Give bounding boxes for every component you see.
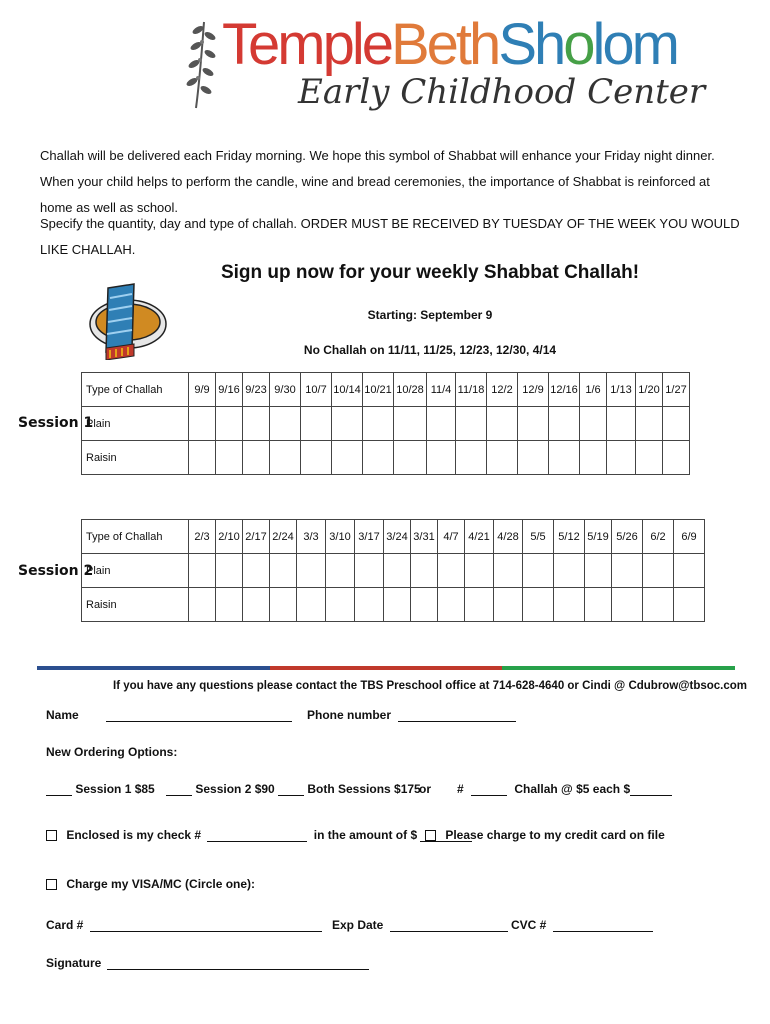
quantity-cell[interactable] <box>270 407 301 441</box>
name-field[interactable] <box>106 710 292 722</box>
date-header: 6/2 <box>643 520 674 554</box>
check-enclosed-checkbox[interactable] <box>46 830 57 841</box>
contact-info: If you have any questions please contact the TBS Preschool office at 714-628-4640 or Cindi @ Cdubrow@tbsoc.com <box>113 680 747 692</box>
intro-paragraph-2: Specify the quantity, day and type of challah. ORDER MUST BE RECEIVED BY TUESDAY OF THE WEEK YOU WOULD LIKE CHALLAH. <box>40 216 740 257</box>
quantity-cell[interactable] <box>394 441 427 475</box>
divider-red <box>270 666 503 670</box>
quantity-cell[interactable] <box>363 407 394 441</box>
row-label: Raisin <box>82 441 189 475</box>
starting-date: Starting: September 9 <box>367 308 493 322</box>
quantity-cell[interactable] <box>465 588 494 622</box>
logo-part-beth: Beth <box>390 12 499 77</box>
quantity-cell[interactable] <box>384 588 411 622</box>
date-header: 1/27 <box>663 373 690 407</box>
quantity-cell[interactable] <box>384 554 411 588</box>
intro-paragraph-1: Challah will be delivered each Friday morning. We hope this symbol of Shabbat will enhance your Friday night dinner. When your child helps to perform the candle, wine and bread ceremonies, the importance of Shabbat is reinforced at home as well as school. <box>40 148 715 215</box>
quantity-cell[interactable] <box>427 407 456 441</box>
quantity-cell[interactable] <box>243 588 270 622</box>
quantity-cell[interactable] <box>663 441 690 475</box>
quantity-cell[interactable] <box>518 441 549 475</box>
quantity-cell[interactable] <box>612 588 643 622</box>
quantity-cell[interactable] <box>643 554 674 588</box>
date-header: 5/26 <box>612 520 643 554</box>
session-1-table <box>81 372 690 475</box>
quantity-cell[interactable] <box>270 554 297 588</box>
exp-date-field[interactable] <box>390 920 508 932</box>
visa-mc-label: Charge my VISA/MC (Circle one): <box>66 877 256 891</box>
row-label: Plain <box>82 554 189 588</box>
date-header: 5/12 <box>554 520 585 554</box>
quantity-cell[interactable] <box>636 441 663 475</box>
cvc-label: CVC # <box>511 918 547 932</box>
table-row <box>82 407 690 441</box>
row-label: Plain <box>82 407 189 441</box>
cvc-field[interactable] <box>553 920 653 932</box>
quantity-cell[interactable] <box>523 554 554 588</box>
both-sessions-option-label: Both Sessions $175 <box>307 782 421 796</box>
date-header: 9/16 <box>216 373 243 407</box>
table-row <box>82 588 705 622</box>
challah-total-field[interactable] <box>630 784 672 796</box>
date-header: 10/28 <box>394 373 427 407</box>
quantity-cell[interactable] <box>189 407 216 441</box>
logo-wordmark <box>222 12 677 77</box>
quantity-cell[interactable] <box>612 554 643 588</box>
both-sessions-option-field[interactable] <box>278 784 304 796</box>
exp-date-label: Exp Date <box>332 918 384 932</box>
quantity-cell[interactable] <box>243 554 270 588</box>
quantity-cell[interactable] <box>580 441 607 475</box>
date-header: 2/3 <box>189 520 216 554</box>
date-header: 3/17 <box>355 520 384 554</box>
date-header: 12/9 <box>518 373 549 407</box>
date-header: 3/24 <box>384 520 411 554</box>
date-header: 10/14 <box>332 373 363 407</box>
quantity-cell[interactable] <box>216 588 243 622</box>
quantity-cell[interactable] <box>494 554 523 588</box>
visa-mc-checkbox[interactable] <box>46 879 57 890</box>
quantity-cell[interactable] <box>427 441 456 475</box>
quantity-cell[interactable] <box>585 588 612 622</box>
hash-label: # <box>457 782 464 796</box>
phone-field[interactable] <box>398 710 516 722</box>
quantity-cell[interactable] <box>189 588 216 622</box>
signature-label: Signature <box>46 956 102 970</box>
quantity-cell[interactable] <box>355 588 384 622</box>
name-label: Name <box>46 708 79 722</box>
date-header: 4/28 <box>494 520 523 554</box>
card-number-field[interactable] <box>90 920 322 932</box>
quantity-cell[interactable] <box>456 407 487 441</box>
quantity-cell[interactable] <box>554 588 585 622</box>
quantity-cell[interactable] <box>355 554 384 588</box>
options-heading: New Ordering Options: <box>46 745 178 759</box>
date-header: 6/9 <box>674 520 705 554</box>
check-number-field[interactable] <box>207 830 307 842</box>
check-enclosed-label: Enclosed is my check # <box>66 828 202 842</box>
quantity-cell[interactable] <box>607 407 636 441</box>
card-number-label: Card # <box>46 918 84 932</box>
session-2-table <box>81 519 705 622</box>
quantity-cell[interactable] <box>326 588 355 622</box>
table-header-row <box>82 520 705 554</box>
logo-part-o: o <box>563 12 593 77</box>
quantity-cell[interactable] <box>297 588 326 622</box>
quantity-cell[interactable] <box>554 554 585 588</box>
quantity-cell[interactable] <box>518 407 549 441</box>
row-label: Raisin <box>82 588 189 622</box>
session-2-option-label: Session 2 $90 <box>195 782 275 796</box>
session-2-label: Session 2 <box>18 563 94 579</box>
quantity-cell[interactable] <box>363 441 394 475</box>
date-header: 10/21 <box>363 373 394 407</box>
date-header: 5/19 <box>585 520 612 554</box>
branch-icon <box>186 18 220 110</box>
date-header: 11/18 <box>456 373 487 407</box>
quantity-cell[interactable] <box>607 441 636 475</box>
card-on-file-checkbox[interactable] <box>425 830 436 841</box>
date-header: 9/23 <box>243 373 270 407</box>
quantity-cell[interactable] <box>643 588 674 622</box>
date-header: 10/7 <box>301 373 332 407</box>
no-challah-dates: No Challah on 11/11, 11/25, 12/23, 12/30, 4/14 <box>303 343 557 357</box>
quantity-cell[interactable] <box>411 588 438 622</box>
date-header: 2/17 <box>243 520 270 554</box>
type-header: Type of Challah <box>82 520 189 554</box>
quantity-cell[interactable] <box>411 554 438 588</box>
quantity-cell[interactable] <box>523 588 554 622</box>
quantity-cell[interactable] <box>326 554 355 588</box>
date-header: 4/21 <box>465 520 494 554</box>
quantity-cell[interactable] <box>270 588 297 622</box>
quantity-cell[interactable] <box>332 441 363 475</box>
table-header-row <box>82 373 690 407</box>
quantity-cell[interactable] <box>636 407 663 441</box>
quantity-cell[interactable] <box>438 588 465 622</box>
quantity-cell[interactable] <box>465 554 494 588</box>
date-header: 3/31 <box>411 520 438 554</box>
date-header: 4/7 <box>438 520 465 554</box>
quantity-cell[interactable] <box>674 554 705 588</box>
session-1-option-field[interactable] <box>46 784 72 796</box>
table-row <box>82 554 705 588</box>
table-row <box>82 441 690 475</box>
or-text: or <box>419 782 431 796</box>
quantity-cell[interactable] <box>243 407 270 441</box>
date-header: 9/30 <box>270 373 301 407</box>
logo-part-sh: Sh <box>498 12 564 77</box>
quantity-cell[interactable] <box>580 407 607 441</box>
quantity-cell[interactable] <box>189 441 216 475</box>
date-header: 2/10 <box>216 520 243 554</box>
card-on-file-label: Please charge to my credit card on file <box>445 828 665 842</box>
session-1-label: Session 1 <box>18 415 94 431</box>
date-header: 1/20 <box>636 373 663 407</box>
quantity-cell[interactable] <box>216 441 243 475</box>
quantity-cell[interactable] <box>270 441 301 475</box>
quantity-cell[interactable] <box>494 588 523 622</box>
quantity-cell[interactable] <box>663 407 690 441</box>
quantity-cell[interactable] <box>585 554 612 588</box>
date-header: 12/16 <box>549 373 580 407</box>
logo-part-lom: lom <box>592 12 677 77</box>
quantity-cell[interactable] <box>487 407 518 441</box>
type-header: Type of Challah <box>82 373 189 407</box>
date-header: 11/4 <box>427 373 456 407</box>
quantity-cell[interactable] <box>332 407 363 441</box>
quantity-cell[interactable] <box>674 588 705 622</box>
logo-subtitle: Early Childhood Center <box>298 72 706 112</box>
quantity-cell[interactable] <box>216 554 243 588</box>
amount-label: in the amount of $ <box>313 828 418 842</box>
quantity-cell[interactable] <box>301 407 332 441</box>
quantity-cell[interactable] <box>549 441 580 475</box>
quantity-cell[interactable] <box>394 407 427 441</box>
quantity-cell[interactable] <box>216 407 243 441</box>
date-header: 1/6 <box>580 373 607 407</box>
quantity-cell[interactable] <box>438 554 465 588</box>
divider-blue <box>37 666 270 670</box>
date-header: 1/13 <box>607 373 636 407</box>
quantity-cell[interactable] <box>456 441 487 475</box>
challah-each-label: Challah @ $5 each $ <box>514 782 631 796</box>
quantity-cell[interactable] <box>297 554 326 588</box>
logo-part-temple: Temple <box>222 12 391 77</box>
quantity-cell[interactable] <box>549 407 580 441</box>
date-header: 3/3 <box>297 520 326 554</box>
date-header: 2/24 <box>270 520 297 554</box>
date-header: 12/2 <box>487 373 518 407</box>
challah-quantity-field[interactable] <box>471 784 507 796</box>
phone-label: Phone number <box>307 708 392 722</box>
divider <box>37 666 735 670</box>
quantity-cell[interactable] <box>487 441 518 475</box>
quantity-cell[interactable] <box>301 441 332 475</box>
headline: Sign up now for your weekly Shabbat Challah! <box>220 262 640 283</box>
date-header: 3/10 <box>326 520 355 554</box>
date-header: 5/5 <box>523 520 554 554</box>
signature-field[interactable] <box>107 958 369 970</box>
quantity-cell[interactable] <box>243 441 270 475</box>
quantity-cell[interactable] <box>189 554 216 588</box>
date-header: 9/9 <box>189 373 216 407</box>
divider-green <box>502 666 735 670</box>
session-2-option-field[interactable] <box>166 784 192 796</box>
session-1-option-label: Session 1 $85 <box>75 782 155 796</box>
